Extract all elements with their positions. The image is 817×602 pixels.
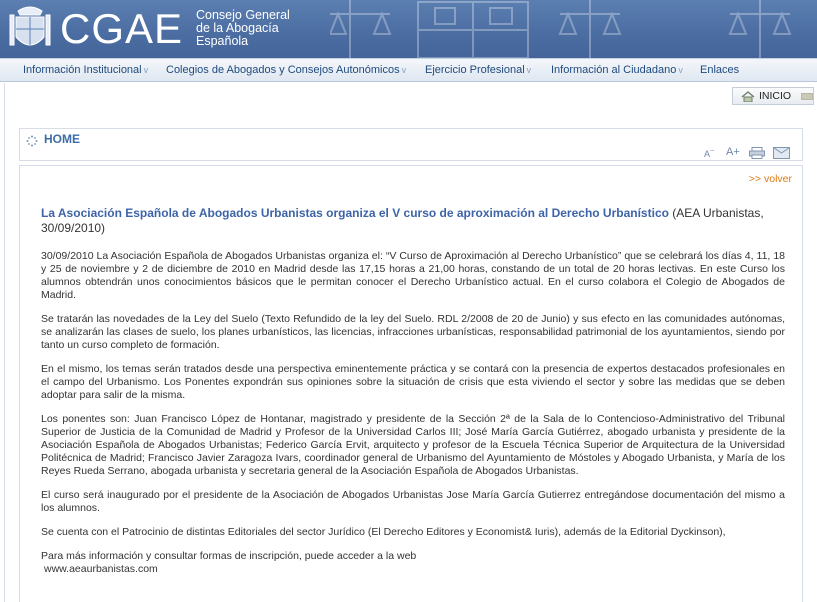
chevron-down-icon: v [401, 65, 407, 75]
font-decrease-button[interactable]: A− [704, 148, 715, 159]
print-icon[interactable] [749, 147, 765, 159]
article-body [41, 206, 785, 576]
article-title: La Asociación Española de Abogados Urbanistas organiza el V curso de aproximación al Derecho Urbanístico [41, 206, 669, 220]
article-source: (AEA Urbanistas, 30/09/2010) [41, 206, 764, 235]
article-paragraph: En el mismo, los temas serán tratados desde una perspectiva eminentemente práctica y se contará con la presencia de expertos destacados profesionales en el campo del Urbanismo. Los Ponentes expondrán sus opiniones sobre la situación de crisis que esta viviendo el sector y sobre las medidas que se deben adoptar para salir de la misma. [41, 363, 785, 401]
nav-item-informacion-institucional[interactable]: Información Institucional v [23, 64, 149, 76]
site-header [0, 0, 817, 58]
nav-item-colegios-de-abogados[interactable]: Colegios de Abogados y Consejos Autonómicos v [166, 64, 407, 76]
inicio-label: INICIO [759, 90, 792, 102]
page-title[interactable]: HOME [44, 132, 80, 146]
website-link[interactable]: www.aeaurbanistas.com [44, 563, 158, 575]
article-paragraph: 30/09/2010 La Asociación Española de Abogados Urbanistas organiza el: “V Curso de Aproximación al Derecho Urbanístico” que se celebrará los días 4, 11, 18 y 25 de noviembre y 2 de diciembre de 2010 en Madrid desde las 17,15 horas a 21,00 horas, constando de un total de 20 horas lectivas. En este Curso los alumnos obtendrán unos conocimientos básicos que le permitan conocer el Derecho Urbanístico actual. En el curso colabora el Colegio de Abogados de Madrid. [41, 250, 785, 301]
nav-item-informacion-al-ciudadano[interactable]: Información al Ciudadano v [551, 64, 683, 76]
article-paragraph: El curso será inaugurado por el presidente de la Asociación de Abogados Urbanistas Jose María García Gutierrez entregándose documentación del mismo a los alumnos. [41, 489, 785, 514]
nav-item-enlaces[interactable]: Enlaces [700, 64, 740, 76]
nav-item-ejercicio-profesional[interactable]: Ejercicio Profesional v [425, 64, 532, 76]
chevron-down-icon: v [678, 65, 683, 75]
article-headline [41, 206, 785, 236]
page-left-border [4, 83, 5, 602]
inicio-button[interactable] [732, 87, 814, 105]
crest-icon[interactable] [8, 3, 52, 55]
article-paragraph: Los ponentes son: Juan Francisco López de Hontanar, magistrado y presidente de la Sección 2ª de la Sala de lo Contencioso-Administrativo del Tribunal Superior de Justicia de la Comunidad de Madrid y Profesor de la Universidad Carlos III; José María García Gutiérrez, abogado urbanista y presidente de la Asociación Española de Abogados Urbanistas; Federico García Ervit, arquitecto y profesor de la Escuela Técnica Superior de Arquitectura de la Universidad Politécnica de Madrid; Francisco Javier Zaragoza Ivars, coordinador general de Urbanismo del Ayuntamiento de Móstoles y Abogado Urbanista, y María de los Reyes Rueda Serrano, abogada urbanista y secretaria general de la Asociación Española de Abogados Urbanistas. [41, 413, 785, 477]
article-container [19, 165, 803, 602]
dotted-bullet-icon [26, 135, 38, 147]
font-increase-button[interactable]: A+ [726, 146, 740, 158]
breadcrumb-bar [19, 128, 803, 161]
article-paragraph: Se tratarán las novedades de la Ley del Suelo (Texto Refundido de la ley del Suelo. RDL 2/2008 de 20 de Junio) y sus efecto en las comunidades autónomas, se analizarán las clases de suelo, los planes urbanísticos, las licencias, infracciones urbanísticas, responsabilidad patrimonial de los ayuntamientos, siendo por tanto un curso completo de formación. [41, 313, 785, 351]
article-closing-text: Para más información y consultar formas de inscripción, puede acceder a la web [41, 550, 417, 562]
coat-of-arms-watermark [330, 0, 817, 58]
separator-icon [801, 93, 813, 100]
email-icon[interactable] [773, 147, 790, 159]
main-navigation [0, 58, 817, 82]
chevron-down-icon: v [526, 65, 532, 75]
home-icon [741, 91, 755, 102]
back-link[interactable]: >> volver [748, 173, 792, 185]
chevron-down-icon: v [143, 65, 149, 75]
organization-name: Consejo General de la Abogacía Española [196, 8, 290, 48]
site-logo-text[interactable]: CGAE [60, 5, 184, 52]
article-paragraph: Se cuenta con el Patrocinio de distintas Editoriales del sector Jurídico (El Derecho Editores y Economist& Iuris), además de la Editorial Dyckinson), [41, 526, 726, 538]
